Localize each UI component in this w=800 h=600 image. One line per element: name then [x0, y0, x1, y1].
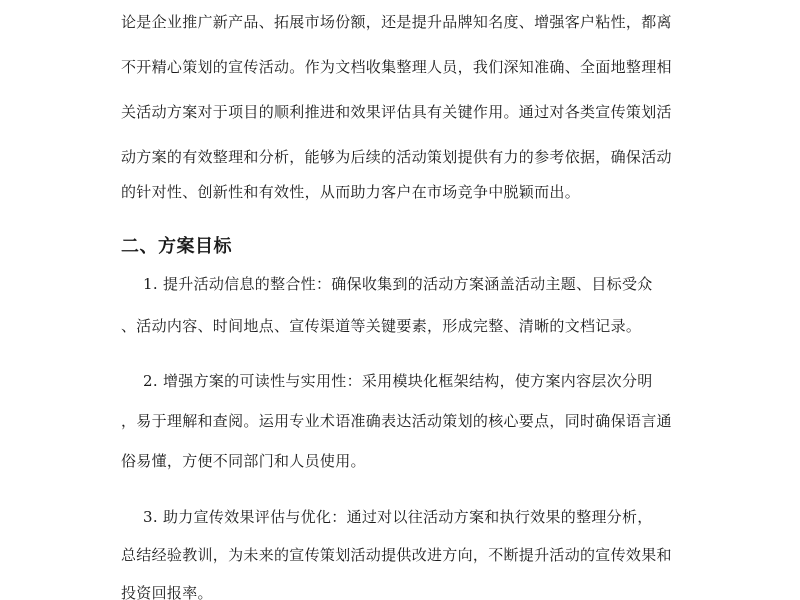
- intro-line-5: 的针对性、创新性和有效性，从而助力客户在市场竞争中脱颖而出。: [121, 183, 581, 201]
- intro-line-2: 不开精心策划的宣传活动。作为文档收集整理人员，我们深知准确、全面地整理相: [121, 58, 672, 76]
- intro-line-1: 论是企业推广新产品、拓展市场份额，还是提升品牌知名度、增强客户粘性，都离: [121, 13, 672, 31]
- goal-2-line-1: 2. 增强方案的可读性与实用性：采用模块化框架结构，使方案内容层次分明: [143, 372, 653, 390]
- intro-line-3: 关活动方案对于项目的顺利推进和效果评估具有关键作用。通过对各类宣传策划活: [121, 103, 672, 121]
- goal-2-line-3: 俗易懂，方便不同部门和人员使用。: [121, 452, 366, 470]
- goal-1-line-1: 1. 提升活动信息的整合性：确保收集到的活动方案涵盖活动主题、目标受众: [143, 275, 653, 293]
- goal-3-line-1: 3. 助力宣传效果评估与优化：通过对以往活动方案和执行效果的整理分析，: [143, 508, 653, 526]
- goal-3-line-3: 投资回报率。: [121, 584, 213, 600]
- goal-2-line-2: ，易于理解和查阅。运用专业术语准确表达活动策划的核心要点，同时确保语言通: [121, 412, 672, 430]
- goal-3-line-2: 总结经验教训，为未来的宣传策划活动提供改进方向，不断提升活动的宣传效果和: [121, 546, 672, 564]
- intro-line-4: 动方案的有效整理和分析，能够为后续的活动策划提供有力的参考依据，确保活动: [121, 148, 672, 166]
- section-heading: 二、方案目标: [121, 236, 232, 257]
- goal-1-line-2: 、活动内容、时间地点、宣传渠道等关键要素，形成完整、清晰的文档记录。: [121, 317, 642, 335]
